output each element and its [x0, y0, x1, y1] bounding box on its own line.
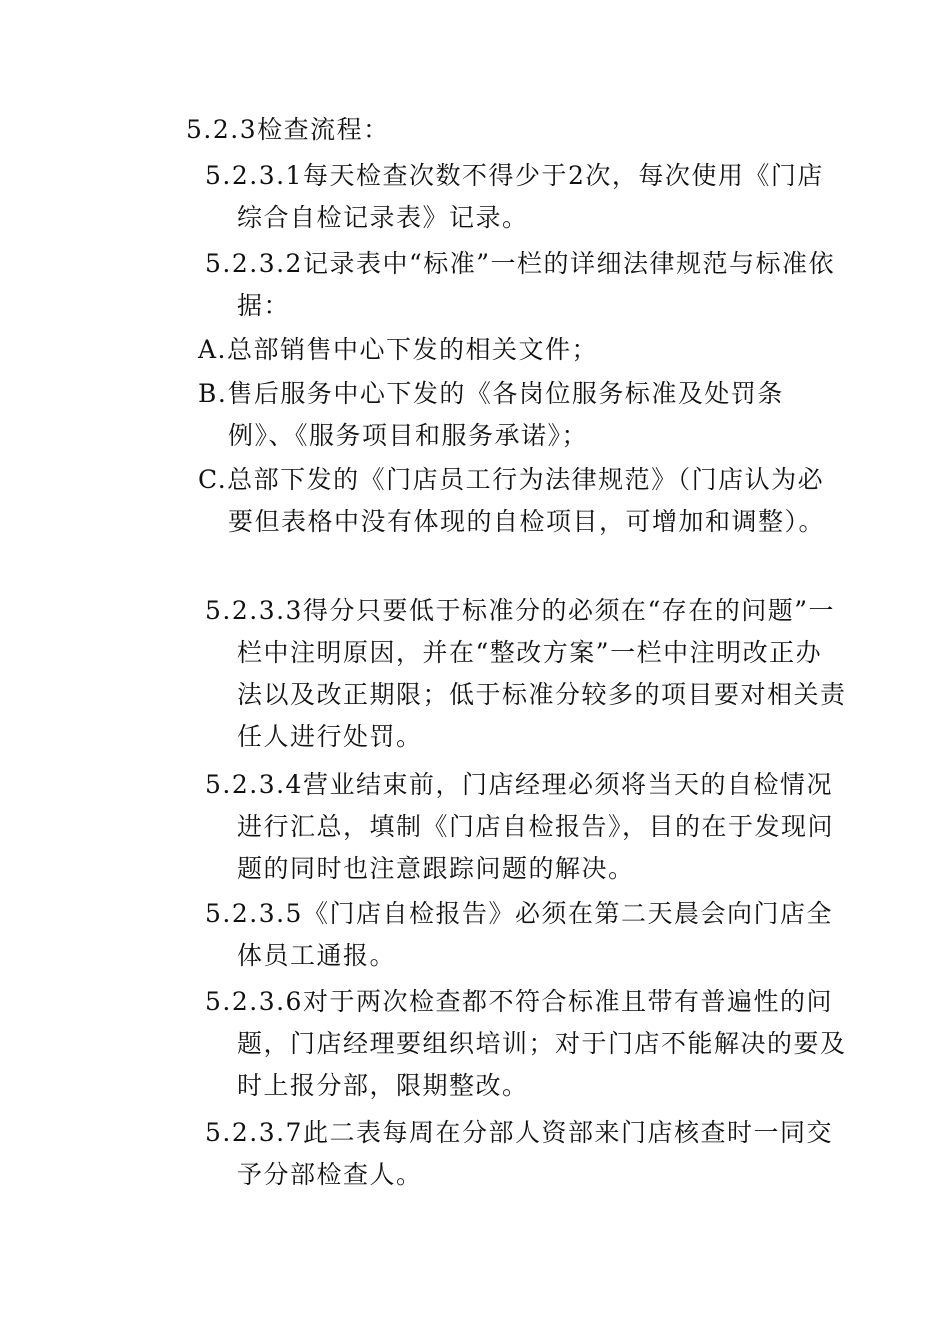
- clause-5-2-3-3: 5.2.3.3得分只要低于标准分的必须在“存在的问题”一栏中注明原因，并在“整改方案”一栏中注明改正办法以及改正期限；低于标准分较多的项目要对相关责任人进行处罚。: [205, 596, 847, 751]
- clause-5-2-3-7: 5.2.3.7此二表每周在分部人资部来门店核查时一同交予分部检查人。: [205, 1118, 833, 1189]
- clause-5-2-3-1: 5.2.3.1每天检查次数不得少于2次，每次使用《门店综合自检记录表》记录。: [205, 161, 824, 232]
- list-item-c: C.总部下发的《门店员工行为法律规范》（门店认为必要但表格中没有体现的自检项目，可增加和调整）。: [198, 465, 826, 536]
- clause-5-2-3-5: 5.2.3.5《门店自检报告》必须在第二天晨会向门店全体员工通报。: [205, 899, 833, 970]
- list-item-b: B.售后服务中心下发的《各岗位服务标准及处罚条例》、《服务项目和服务承诺》；: [198, 379, 784, 450]
- clause-5-2-3-6: 5.2.3.6对于两次检查都不符合标准且带有普遍性的问题，门店经理要组织培训；对于门店不能解决的要及时上报分部，限期整改。: [205, 987, 847, 1100]
- clause-5-2-3-4: 5.2.3.4营业结束前，门店经理必须将当天的自检情况进行汇总，填制《门店自检报告》，目的在于发现问题的同时也注意跟踪问题的解决。: [205, 770, 835, 883]
- list-item-a: A.总部销售中心下发的相关文件；: [198, 335, 599, 364]
- section-heading: 5.2.3检查流程：: [186, 115, 390, 144]
- clause-5-2-3-2: 5.2.3.2记录表中“标准”一栏的详细法律规范与标准依据：: [205, 249, 836, 320]
